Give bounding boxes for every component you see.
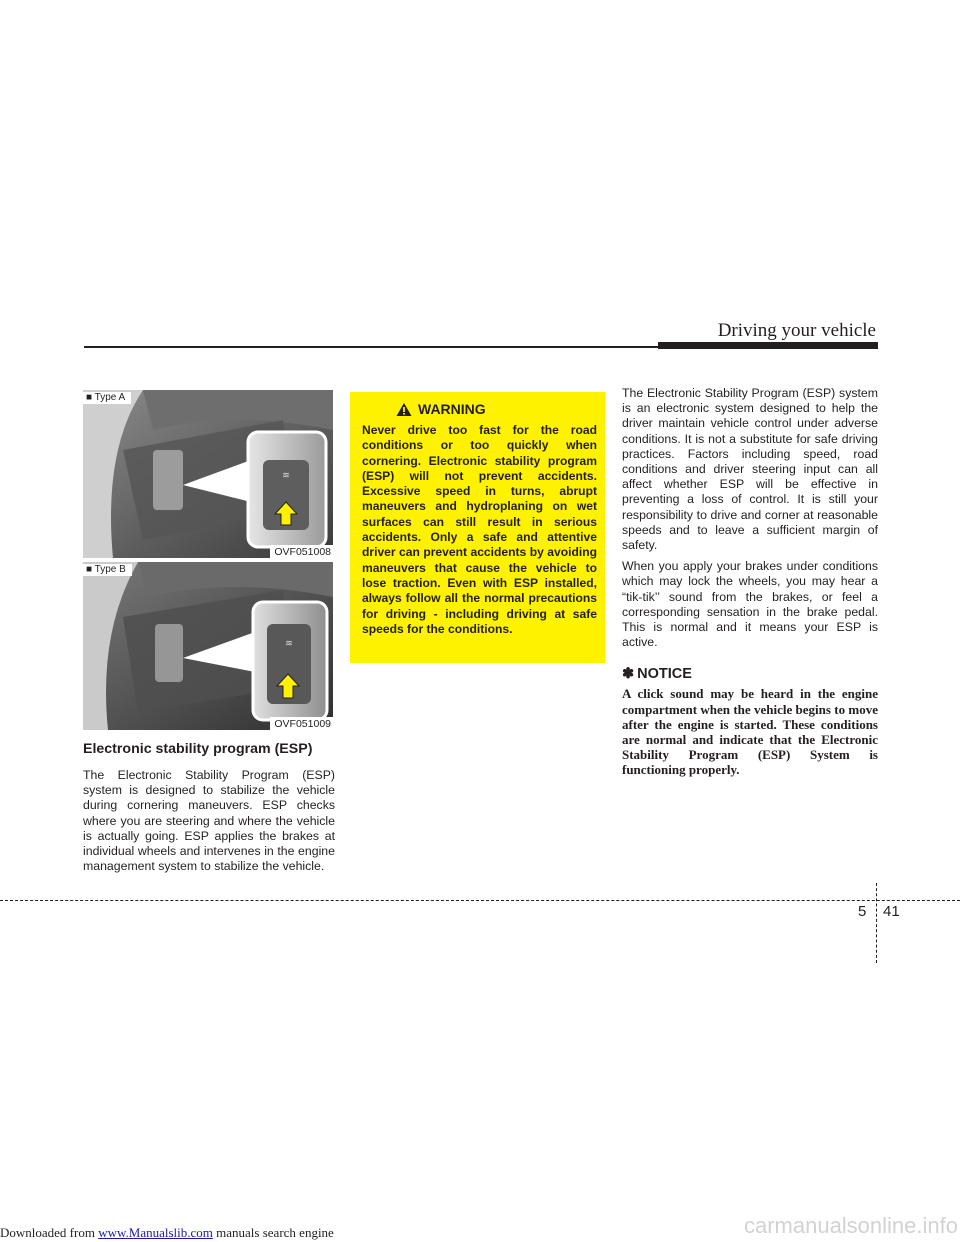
chapter-number: 5 [858, 903, 867, 920]
svg-text:≋: ≋ [285, 639, 293, 649]
notice-title: NOTICE [637, 666, 692, 683]
download-prefix: Downloaded from [0, 1225, 99, 1240]
brake-sound-paragraph: When you apply your brakes under conditions which may lock the wheels, you may hear a “tik-tik’’ sound from the brakes, or feel a corresponding sensation in the brake pedal. This is normal and it means your ESP is active. [622, 559, 878, 650]
image-code-a: OVF051008 [270, 545, 333, 558]
notice-header [622, 666, 878, 682]
warning-triangle-icon [396, 402, 412, 417]
esp-switch-photo-type-b [83, 562, 333, 730]
type-a-label: ■ Type A [83, 392, 131, 404]
download-line [0, 1225, 334, 1241]
right-column [622, 386, 878, 778]
manualslib-link[interactable]: www.Manualslib.com [98, 1225, 213, 1240]
footer-vertical-dashed-rule [876, 883, 877, 963]
warning-box [350, 392, 605, 663]
esp-switch-illustration-a [83, 390, 333, 558]
warning-title: WARNING [418, 401, 486, 417]
esp-system-paragraph: The Electronic Stability Program (ESP) system is an electronic system designed to help the driver maintain vehicle control under adverse conditions. It is not a substitute for safe driving practices. Factors including speed, road conditions and driver steering input can all affect whether ESP will be effective in preventing a loss of control. It is still your responsibility to drive and corner at reasonable speeds and to leave a sufficient margin of safety. [622, 386, 878, 553]
warning-text: Never drive too fast for the road conditions or too quickly when cornering. Electronic stability program (ESP) will not prevent accidents. Excessive speed in turns, abrupt maneuvers and hydroplaning on wet surfaces can still result in serious accidents. Only a safe and attentive driver can prevent accidents by avoiding maneuvers that cause the vehicle to lose traction. Even with ESP installed, always follow all the normal precautions for driving - including driving at safe speeds for the conditions. [362, 423, 597, 636]
footer-dashed-rule [0, 900, 960, 901]
warning-header [396, 401, 597, 417]
section-title: Driving your vehicle [717, 320, 876, 341]
esp-heading: Electronic stability program (ESP) [83, 741, 313, 757]
notice-star-icon: ✽ [622, 666, 635, 683]
svg-text:≋: ≋ [282, 471, 290, 481]
page-number: 41 [883, 903, 900, 920]
header-tab-bar [658, 342, 878, 349]
esp-switch-photo-type-a [83, 390, 333, 558]
esp-switch-illustration-b [83, 562, 333, 730]
download-suffix: manuals search engine [212, 1225, 334, 1240]
type-b-label: ■ Type B [83, 564, 132, 576]
esp-description: The Electronic Stability Program (ESP) system is designed to stabilize the vehicle during cornering maneuvers. ESP checks where you are steering and where the vehicle is actually going. ESP applies the brakes at individual wheels and intervenes in the engine management system to stabilize the vehicle. [83, 768, 335, 874]
notice-text: A click sound may be heard in the engine compartment when the vehicle begins to move after the engine is started. These conditions are normal and indicate that the Electronic Stability Program (ESP) System is functioning properly. [622, 686, 878, 778]
watermark: carmanualsonline.info [743, 1213, 958, 1238]
image-code-b: OVF051009 [270, 717, 333, 730]
